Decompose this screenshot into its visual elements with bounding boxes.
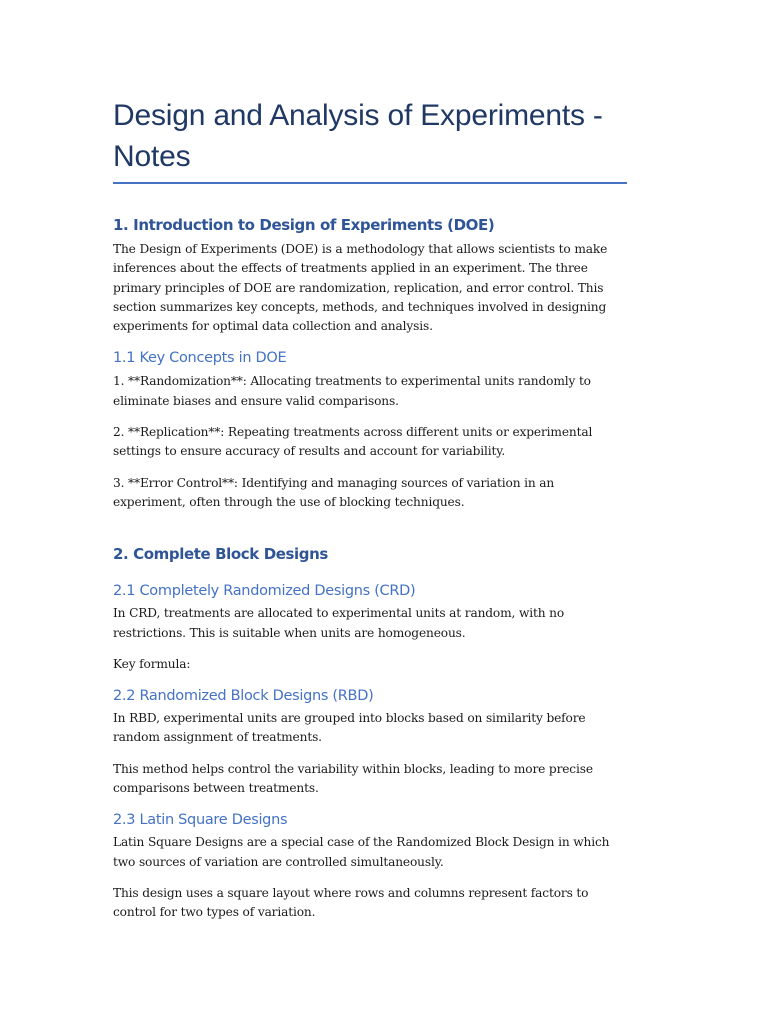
document-title: Design and Analysis of Experiments - Notes xyxy=(113,99,603,173)
subsection-heading-latin-square: 2.3 Latin Square Designs xyxy=(113,812,288,829)
section-heading-intro: 1. Introduction to Design of Experiments (DOE) xyxy=(113,216,495,234)
paragraph-crd: In CRD, treatments are allocated to experimental units at random, with no restrictions. This is suitable when units are homogeneous. xyxy=(113,606,565,640)
paragraph-randomization: 1. **Randomization**: Allocating treatments to experimental units randomly to eliminate biases and ensure valid comparisons. xyxy=(113,374,591,408)
subsection-heading-rbd: 2.2 Randomized Block Designs (RBD) xyxy=(113,688,374,705)
paragraph-latin-square-layout: This design uses a square layout where rows and columns represent factors to control for two types of variation. xyxy=(113,885,589,920)
paragraph-replication: 2. **Replication**: Repeating treatments across different units or experimental settings to ensure accuracy of results and account for variability. xyxy=(113,425,593,459)
paragraph-rbd-variability: This method helps control the variability within blocks, leading to more precise comparisons between treatments. xyxy=(113,761,593,796)
paragraph-key-formula: Key formula: xyxy=(113,656,191,671)
document-page xyxy=(113,0,627,923)
paragraph-rbd: In RBD, experimental units are grouped into blocks based on similarity before random assignment of treatments. xyxy=(113,711,586,745)
paragraph-error-control: 3. **Error Control**: Identifying and managing sources of variation in an experiment, often through the use of blocking techniques. xyxy=(113,475,555,509)
title-divider xyxy=(113,182,627,184)
intro-paragraph: The Design of Experiments (DOE) is a methodology that allows scientists to make inferences about the effects of treatments applied in an experiment. The three primary principles of DOE are randomization, replication, and error control. This section summarizes key concepts, methods, and techniques involved in designing experiments for optimal data collection and analysis. xyxy=(113,242,608,334)
subsection-heading-key-concepts: 1.1 Key Concepts in DOE xyxy=(113,350,287,367)
subsection-heading-crd: 2.1 Completely Randomized Designs (CRD) xyxy=(113,583,416,600)
paragraph-latin-square: Latin Square Designs are a special case of the Randomized Block Design in which two sources of variation are controlled simultaneously. xyxy=(113,835,610,869)
section-heading-block-designs: 2. Complete Block Designs xyxy=(113,545,328,564)
